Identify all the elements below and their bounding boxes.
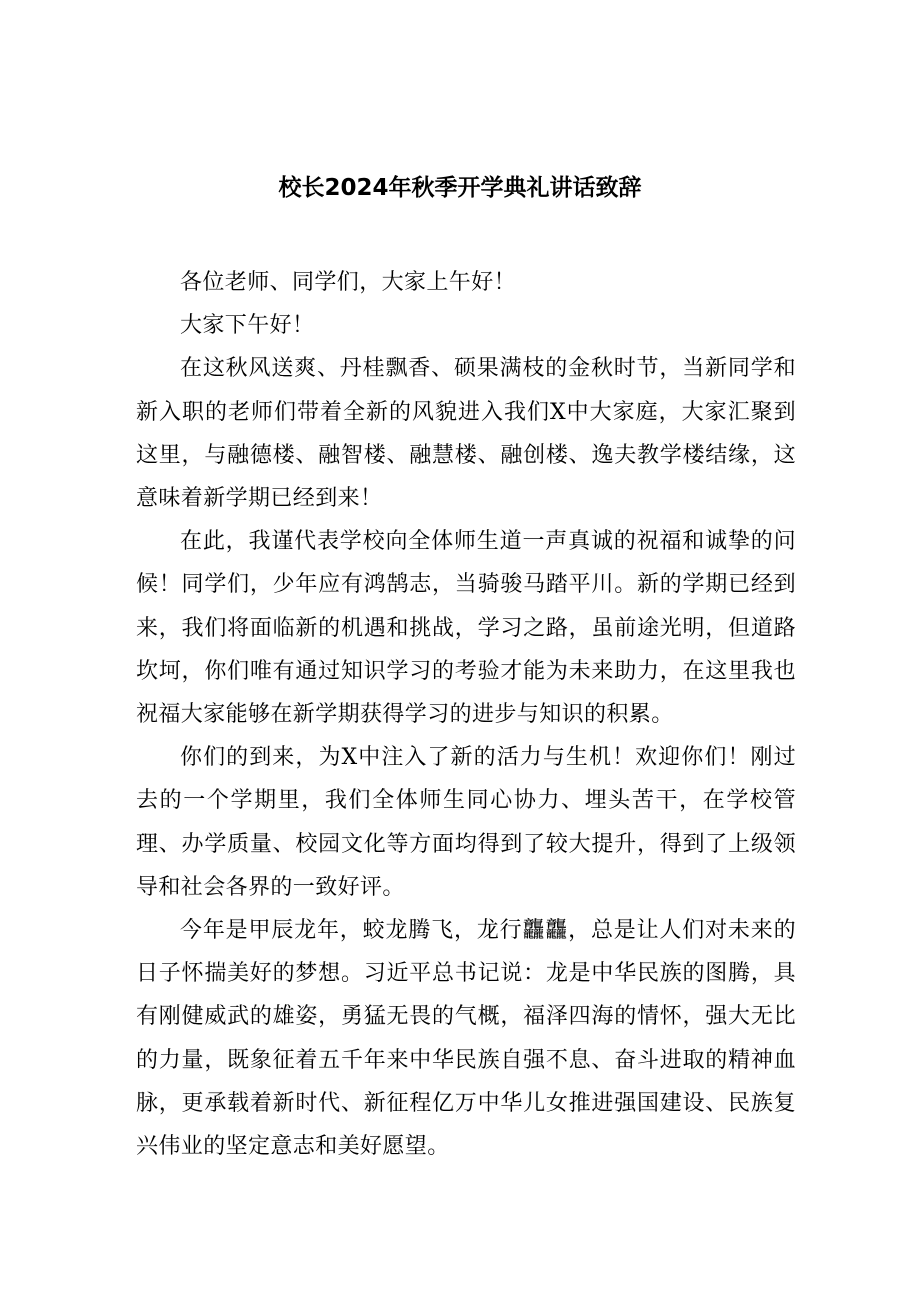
- paragraph-blessing: 在此，我谨代表学校向全体师生道一声真诚的祝福和诚挚的问候！同学们，少年应有鸿鹄志，当骑骏马踏平川。新的学期已经到来，我们将面临新的机遇和挑战，学习之路，虽前途光明，但道路坎坷，你们唯有通过知识学习的考验才能为未来助力，在这里我也祝福大家能够在新学期获得学习的进步与知识的积累。: [136, 529, 796, 728]
- paragraph-dragon-year: 今年是甲辰龙年，蛟龙腾飞，龙行龘龘，总是让人们对未来的日子怀揣美好的梦想。习近平总书记说：龙是中华民族的图腾，具有刚健威武的雄姿，勇猛无畏的气概，福泽四海的情怀，强大无比的力量，既象征着五千年来中华民族自强不息、奋斗进取的精神血脉，更承载着新时代、新征程亿万中华儿女推进强国建设、民族复兴伟业的坚定意志和美好愿望。: [136, 918, 796, 1160]
- paragraph-greeting-morning: 各位老师、同学们，大家上午好！: [180, 270, 517, 295]
- paragraph-autumn-welcome: 在这秋风送爽、丹桂飘香、硕果满枝的金秋时节，当新同学和新入职的老师们带着全新的风貌进入我们X中大家庭，大家汇聚到这里，与融德楼、融智楼、融慧楼、融创楼、逸夫教学楼结缘，这意味着新学期已经到来！: [136, 356, 796, 512]
- document-title: 校长2024年秋季开学典礼讲话致辞: [278, 175, 642, 201]
- document-body: [136, 261, 796, 1168]
- paragraph-greeting-afternoon: 大家下午好！: [180, 313, 315, 339]
- paragraph-review: 你们的到来，为X中注入了新的活力与生机！欢迎你们！刚过去的一个学期里，我们全体师生同心协力、埋头苦干，在学校管理、办学质量、校园文化等方面均得到了较大提升，得到了上级领导和社会各界的一致好评。: [136, 745, 796, 900]
